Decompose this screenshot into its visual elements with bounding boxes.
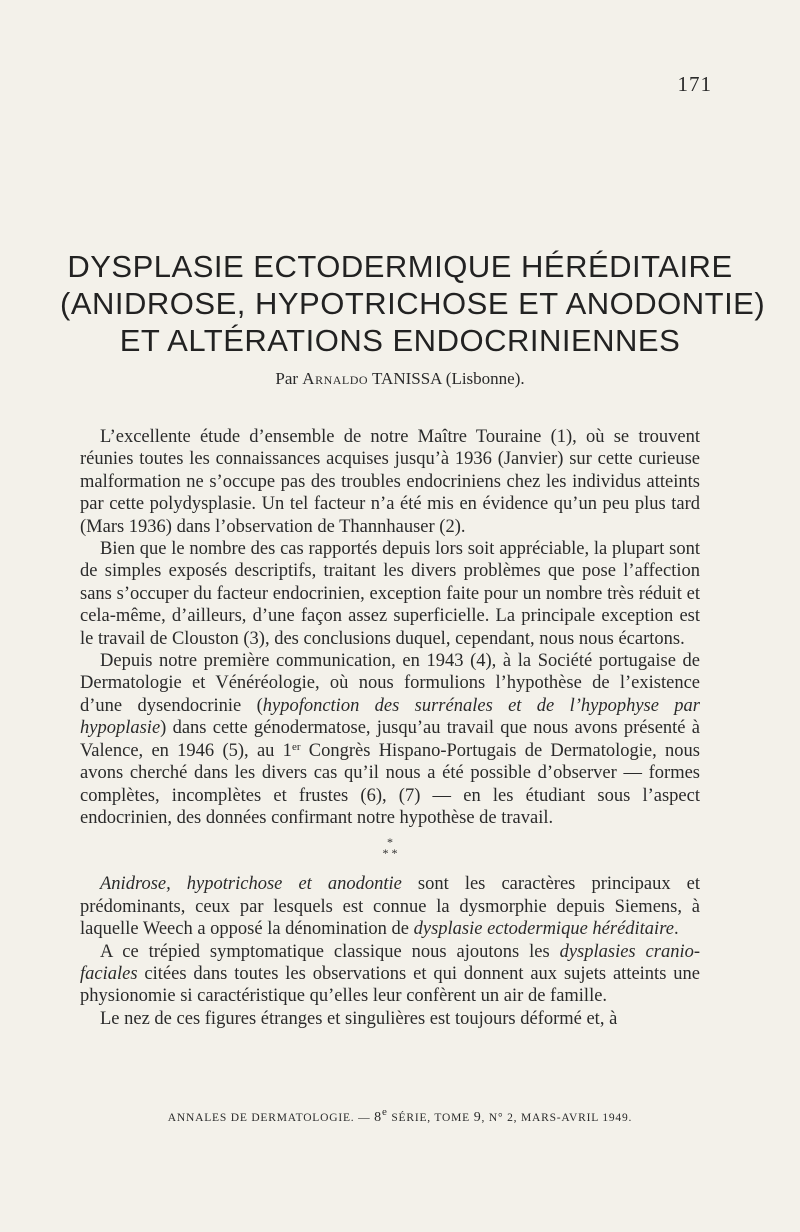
author-surname: TANISSA (372, 369, 442, 388)
section-separator: * * * (382, 835, 398, 861)
title-line-2: (ANIDROSE, HYPOTRICHOSE ET ANODONTIE) (60, 286, 766, 321)
paragraph-2: Bien que le nombre des cas rapportés depuis lors soit appréciable, la plupart sont de simples exposés descriptifs, traitant les divers problèmes que pose l’affection sans s’occuper du facteur endocrinien, exception faite pour un nombre très réduit et cela-même, d’ailleurs, d’une façon assez superficielle. La principale exception est le travail de Clouston (3), des conclusions duquel, cependant, nous nous écartons. (80, 539, 700, 649)
author-firstname: Arnaldo (302, 369, 369, 388)
article-title (60, 248, 766, 359)
paragraph-4: Anidrose, hypotrichose et anodontie sont les caractères principaux et prédominants, ceux par lesquels est connue la dysmorphie depuis Siemens, à laquelle Weech a opposé la dénomination de dysplasie ectodermique héréditaire. (80, 874, 700, 940)
title-line-1: DYSPLASIE ECTODERMIQUE HÉRÉDITAIRE (67, 249, 733, 284)
author-line (0, 369, 800, 389)
paragraph-5: A ce trépied symptomatique classique nous ajoutons les dysplasies cranio-faciales citées dans toutes les observations et qui donnent aux sujets atteints une physionomie si caractéristique qu’elles leur confèrent un air de famille. (80, 941, 700, 1007)
page-number: 171 (677, 72, 712, 96)
paragraph-6: Le nez de ces figures étranges et singulières est toujours déformé et, à (100, 1008, 618, 1029)
author-city: (Lisbonne). (445, 369, 525, 388)
italic-phrase: hypofonction des surrénales et de l’hypophyse par hypoplasie (80, 695, 700, 739)
author-prefix: Par (275, 369, 299, 388)
title-line-3: ET ALTÉRATIONS ENDOCRINIENNES (119, 323, 681, 358)
article-body (80, 426, 700, 1030)
journal-footer: ANNALES DE DERMATOLOGIE. — 8e SÉRIE, TOME 9, N° 2, MARS-AVRIL 1949. (167, 1106, 633, 1125)
paragraph-3: Depuis notre première communication, en 1943 (4), à la Société portugaise de Dermatologie et Vénéréologie, où nous formulions l’hypothèse de l’existence d’une dysendocrinie (hypofonction des surrénales et de l’hypophyse par hypoplasie) dans cette génodermatose, jusqu’au travail que nous avons présenté à Valence, en 1946 (5), au 1er Congrès Hispano-Portugais de Dermatologie, nous avons cherché dans les divers cas qu’il nous a été possible d’observer — formes complètes, incomplètes et frustes (6), (7) — en les étudiant sous l’aspect endocrinien, des données confirmant notre hypothèse de travail. (80, 651, 700, 828)
paragraph-1: L’excellente étude d’ensemble de notre Maître Touraine (1), où se trouvent réunies toutes les connaissances acquises jusqu’à 1936 (Janvier) sur cette curieuse malformation ne s’occupe pas des troubles endocriniens chez les individus atteints par cette polydysplasie. Un tel facteur n’a été mis en évidence qu’un peu plus tard (Mars 1936) dans l’observation de Thannhauser (2). (80, 427, 700, 537)
